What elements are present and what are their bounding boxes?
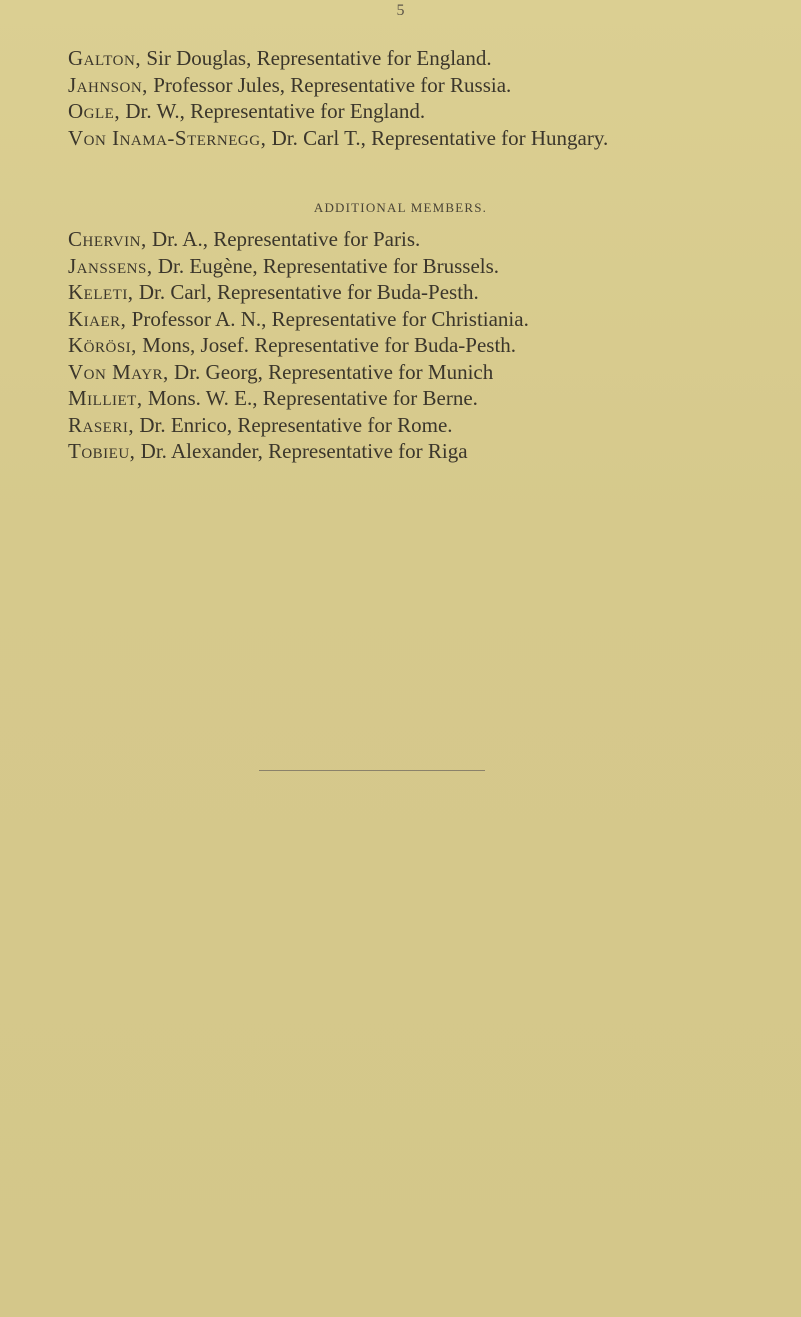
member-details: Sir Douglas, Representative for England.	[141, 46, 492, 70]
member-surname: Galton,	[68, 46, 142, 70]
member-surname: Raseri,	[68, 412, 135, 437]
member-surname: Tobieu,	[68, 439, 136, 463]
member-details: Dr. Enrico, Representative for Rome.	[134, 412, 453, 437]
member-details: Professor A. N., Representative for Christiania.	[126, 306, 529, 331]
member-surname: Körösi,	[68, 333, 137, 357]
member-surname: Janssens,	[68, 253, 153, 278]
member-details: Dr. W., Representative for England.	[120, 99, 426, 123]
additional-members-list	[68, 226, 798, 465]
member-entry	[68, 438, 798, 465]
additional-members-heading: ADDITIONAL MEMBERS.	[313, 200, 488, 215]
member-surname: Chervin,	[68, 227, 147, 251]
member-surname: Milliet,	[68, 386, 143, 410]
member-surname: Ogle,	[68, 99, 121, 123]
member-entry	[68, 279, 798, 306]
member-entry	[68, 412, 798, 439]
member-entry	[68, 125, 798, 152]
member-surname: Keleti,	[68, 280, 134, 304]
member-details: Dr. A., Representative for Paris.	[146, 227, 421, 251]
member-details: Professor Jules, Representative for Russia.	[147, 72, 512, 97]
member-details: Mons, Josef. Representative for Buda-Pesth.	[136, 333, 517, 357]
member-details: Dr. Carl, Representative for Buda-Pesth.	[133, 280, 479, 304]
member-surname: Von Inama-Sternegg,	[68, 125, 267, 150]
member-details: Dr. Carl T., Representative for Hungary.	[266, 125, 609, 150]
member-entry	[68, 359, 798, 386]
member-entry	[68, 45, 798, 72]
member-surname: Jahnson,	[68, 72, 148, 97]
members-list	[68, 45, 798, 151]
member-details: Dr. Eugène, Representative for Brussels.	[152, 253, 500, 278]
member-entry	[68, 98, 798, 125]
member-entry	[68, 385, 798, 412]
member-entry	[68, 72, 798, 99]
member-details: Dr. Georg, Representative for Munich	[168, 359, 494, 384]
member-details: Dr. Alexander, Representative for Riga	[135, 439, 468, 463]
member-details: Mons. W. E., Representative for Berne.	[142, 386, 478, 410]
closing-rule	[259, 770, 485, 771]
member-entry	[68, 332, 798, 359]
member-entry	[68, 306, 798, 333]
member-entry	[68, 226, 798, 253]
member-surname: Kiaer,	[68, 306, 127, 331]
member-entry	[68, 253, 798, 280]
page-number: 5	[396, 2, 405, 19]
member-surname: Von Mayr,	[68, 359, 169, 384]
